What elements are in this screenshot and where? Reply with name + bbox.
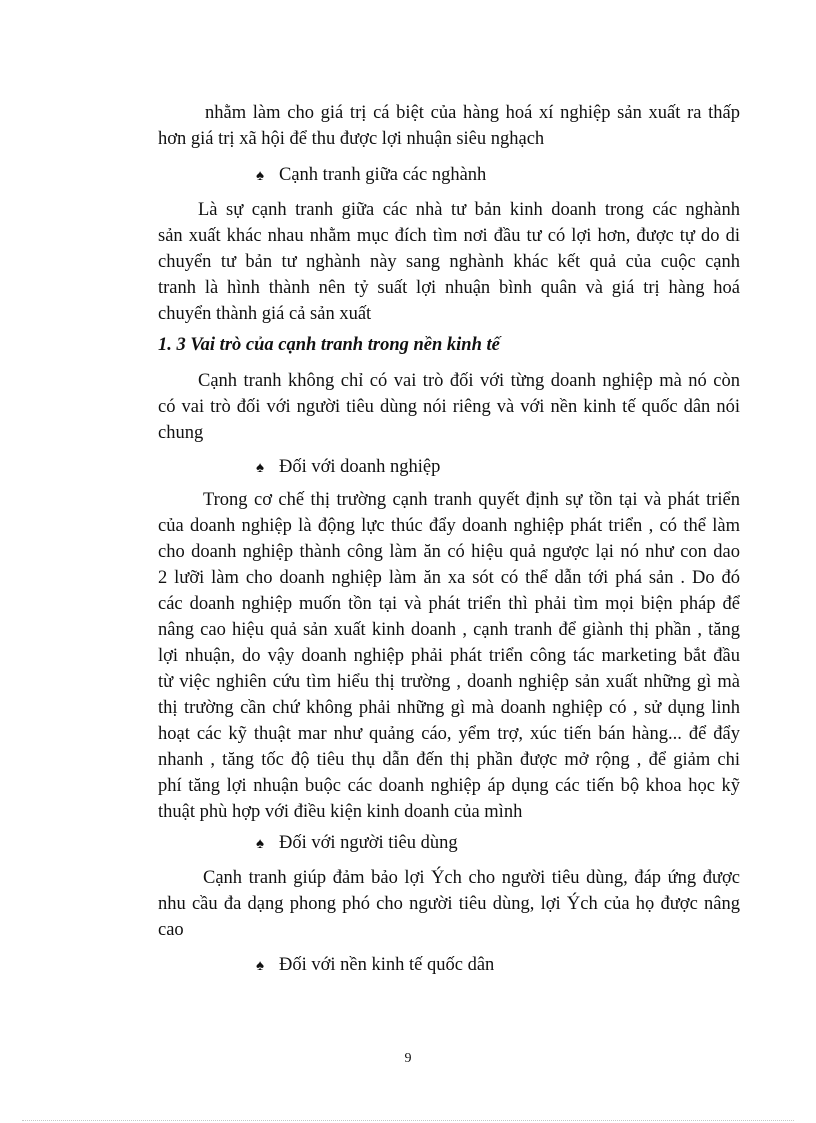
text-line: nhu cầu đa dạng phong phó cho người tiêu dùng, lợi Ých của họ được nâng [158, 894, 740, 914]
text-line: hơn giá trị xã hội để thu được lợi nhuận siêu nghạch [158, 129, 545, 149]
text-line: phí tăng lợi nhuận buộc các doanh nghiệp áp dụng các tiến bộ khoa học kỹ [158, 776, 740, 796]
text-line: cao [158, 920, 184, 940]
spade-bullet-icon: ♠ [256, 168, 264, 184]
paragraph-role-intro [158, 368, 740, 446]
text-line: nâng cao hiệu quả sản xuất kinh doanh , cạnh tranh để giành thị phần , tăng [158, 620, 740, 640]
text-line: cho doanh nghiệp thành công làm ăn có hiệu quả ngược lại nó như con dao [158, 542, 740, 562]
bullet-item [256, 830, 458, 857]
text-line: lợi nhuận, do vậy doanh nghiệp phải phát triển công tác marketing bắt đầu [158, 646, 740, 666]
text-line: tranh là hình thành nên tỷ suất lợi nhuận bình quân và giá trị hàng hoá [158, 278, 740, 298]
bullet-label: Cạnh tranh giữa các nghành [279, 165, 487, 185]
text-line: chung [158, 423, 204, 443]
text-line: của doanh nghiệp là động lực thúc đẩy doanh nghiệp phát triển , có thể làm [158, 516, 740, 536]
text-line: hoạt các kỹ thuật mar như quảng cáo, yểm trợ, xúc tiến bán hàng... để đẩy [158, 724, 740, 744]
text-line: chuyển tư bản tư nghành này sang nghành khác kết quả của cuộc cạnh [158, 252, 740, 272]
spade-bullet-icon: ♠ [256, 958, 264, 974]
paragraph-for-enterprises [158, 487, 740, 825]
bullet-label: Đối với nền kinh tế quốc dân [279, 955, 495, 975]
page-number: 9 [404, 1051, 412, 1066]
text-line: Cạnh tranh giúp đảm bảo lợi Ých cho người tiêu dùng, đáp ứng được [203, 868, 740, 888]
spade-bullet-icon: ♠ [256, 836, 264, 852]
bullet-item [256, 454, 440, 481]
text-line: thuật phù hợp với điều kiện kinh doanh của mình [158, 802, 523, 822]
spade-bullet-icon: ♠ [256, 460, 264, 476]
section-heading: 1. 3 Vai trò của cạnh tranh trong nền kinh tế [158, 335, 500, 355]
bullet-label: Đối với người tiêu dùng [279, 833, 458, 853]
text-line: 2 lưỡi làm cho doanh nghiệp làm ăn xa sót có thể dẫn tới phá sản . Do đó [158, 568, 740, 588]
bullet-item [256, 952, 494, 979]
text-line: sản xuất khác nhau nhằm mục đích tìm nơi đầu tư có lợi hơn, được tự do di [158, 226, 740, 246]
text-line: chuyển thành giá cả sản xuất [158, 304, 372, 324]
paragraph-continuation [158, 100, 740, 152]
bullet-item [256, 162, 486, 189]
page-divider [22, 1120, 794, 1121]
text-line: nhằm làm cho giá trị cá biệt của hàng hoá xí nghiệp sản xuất ra thấp [205, 103, 740, 123]
text-line: thị trường cần chứ không phải những gì mà doanh nghiệp có , sử dụng linh [158, 698, 740, 718]
text-line: Là sự cạnh tranh giữa các nhà tư bản kinh doanh trong các nghành [198, 200, 740, 220]
paragraph-between-industries [158, 197, 740, 327]
text-line: Cạnh tranh không chỉ có vai trò đối với từng doanh nghiệp mà nó còn [198, 371, 740, 391]
text-line: từ việc nghiên cứu tìm hiểu thị trường , doanh nghiệp sản xuất những gì mà [158, 672, 740, 692]
text-line: các doanh nghiệp muốn tồn tại và phát triển thì phải tìm mọi biện pháp để [158, 594, 740, 614]
text-line: có vai trò đối với người tiêu dùng nói riêng và với nền kinh tế quốc dân nói [158, 397, 740, 417]
bullet-label: Đối với doanh nghiệp [279, 457, 441, 477]
text-line: nhanh , tăng tốc độ tiêu thụ dẫn đến thị phần được mở rộng , để giảm chi [158, 750, 740, 770]
text-line: Trong cơ chế thị trường cạnh tranh quyết định sự tồn tại và phát triển [203, 490, 740, 510]
paragraph-for-consumers [158, 865, 740, 943]
